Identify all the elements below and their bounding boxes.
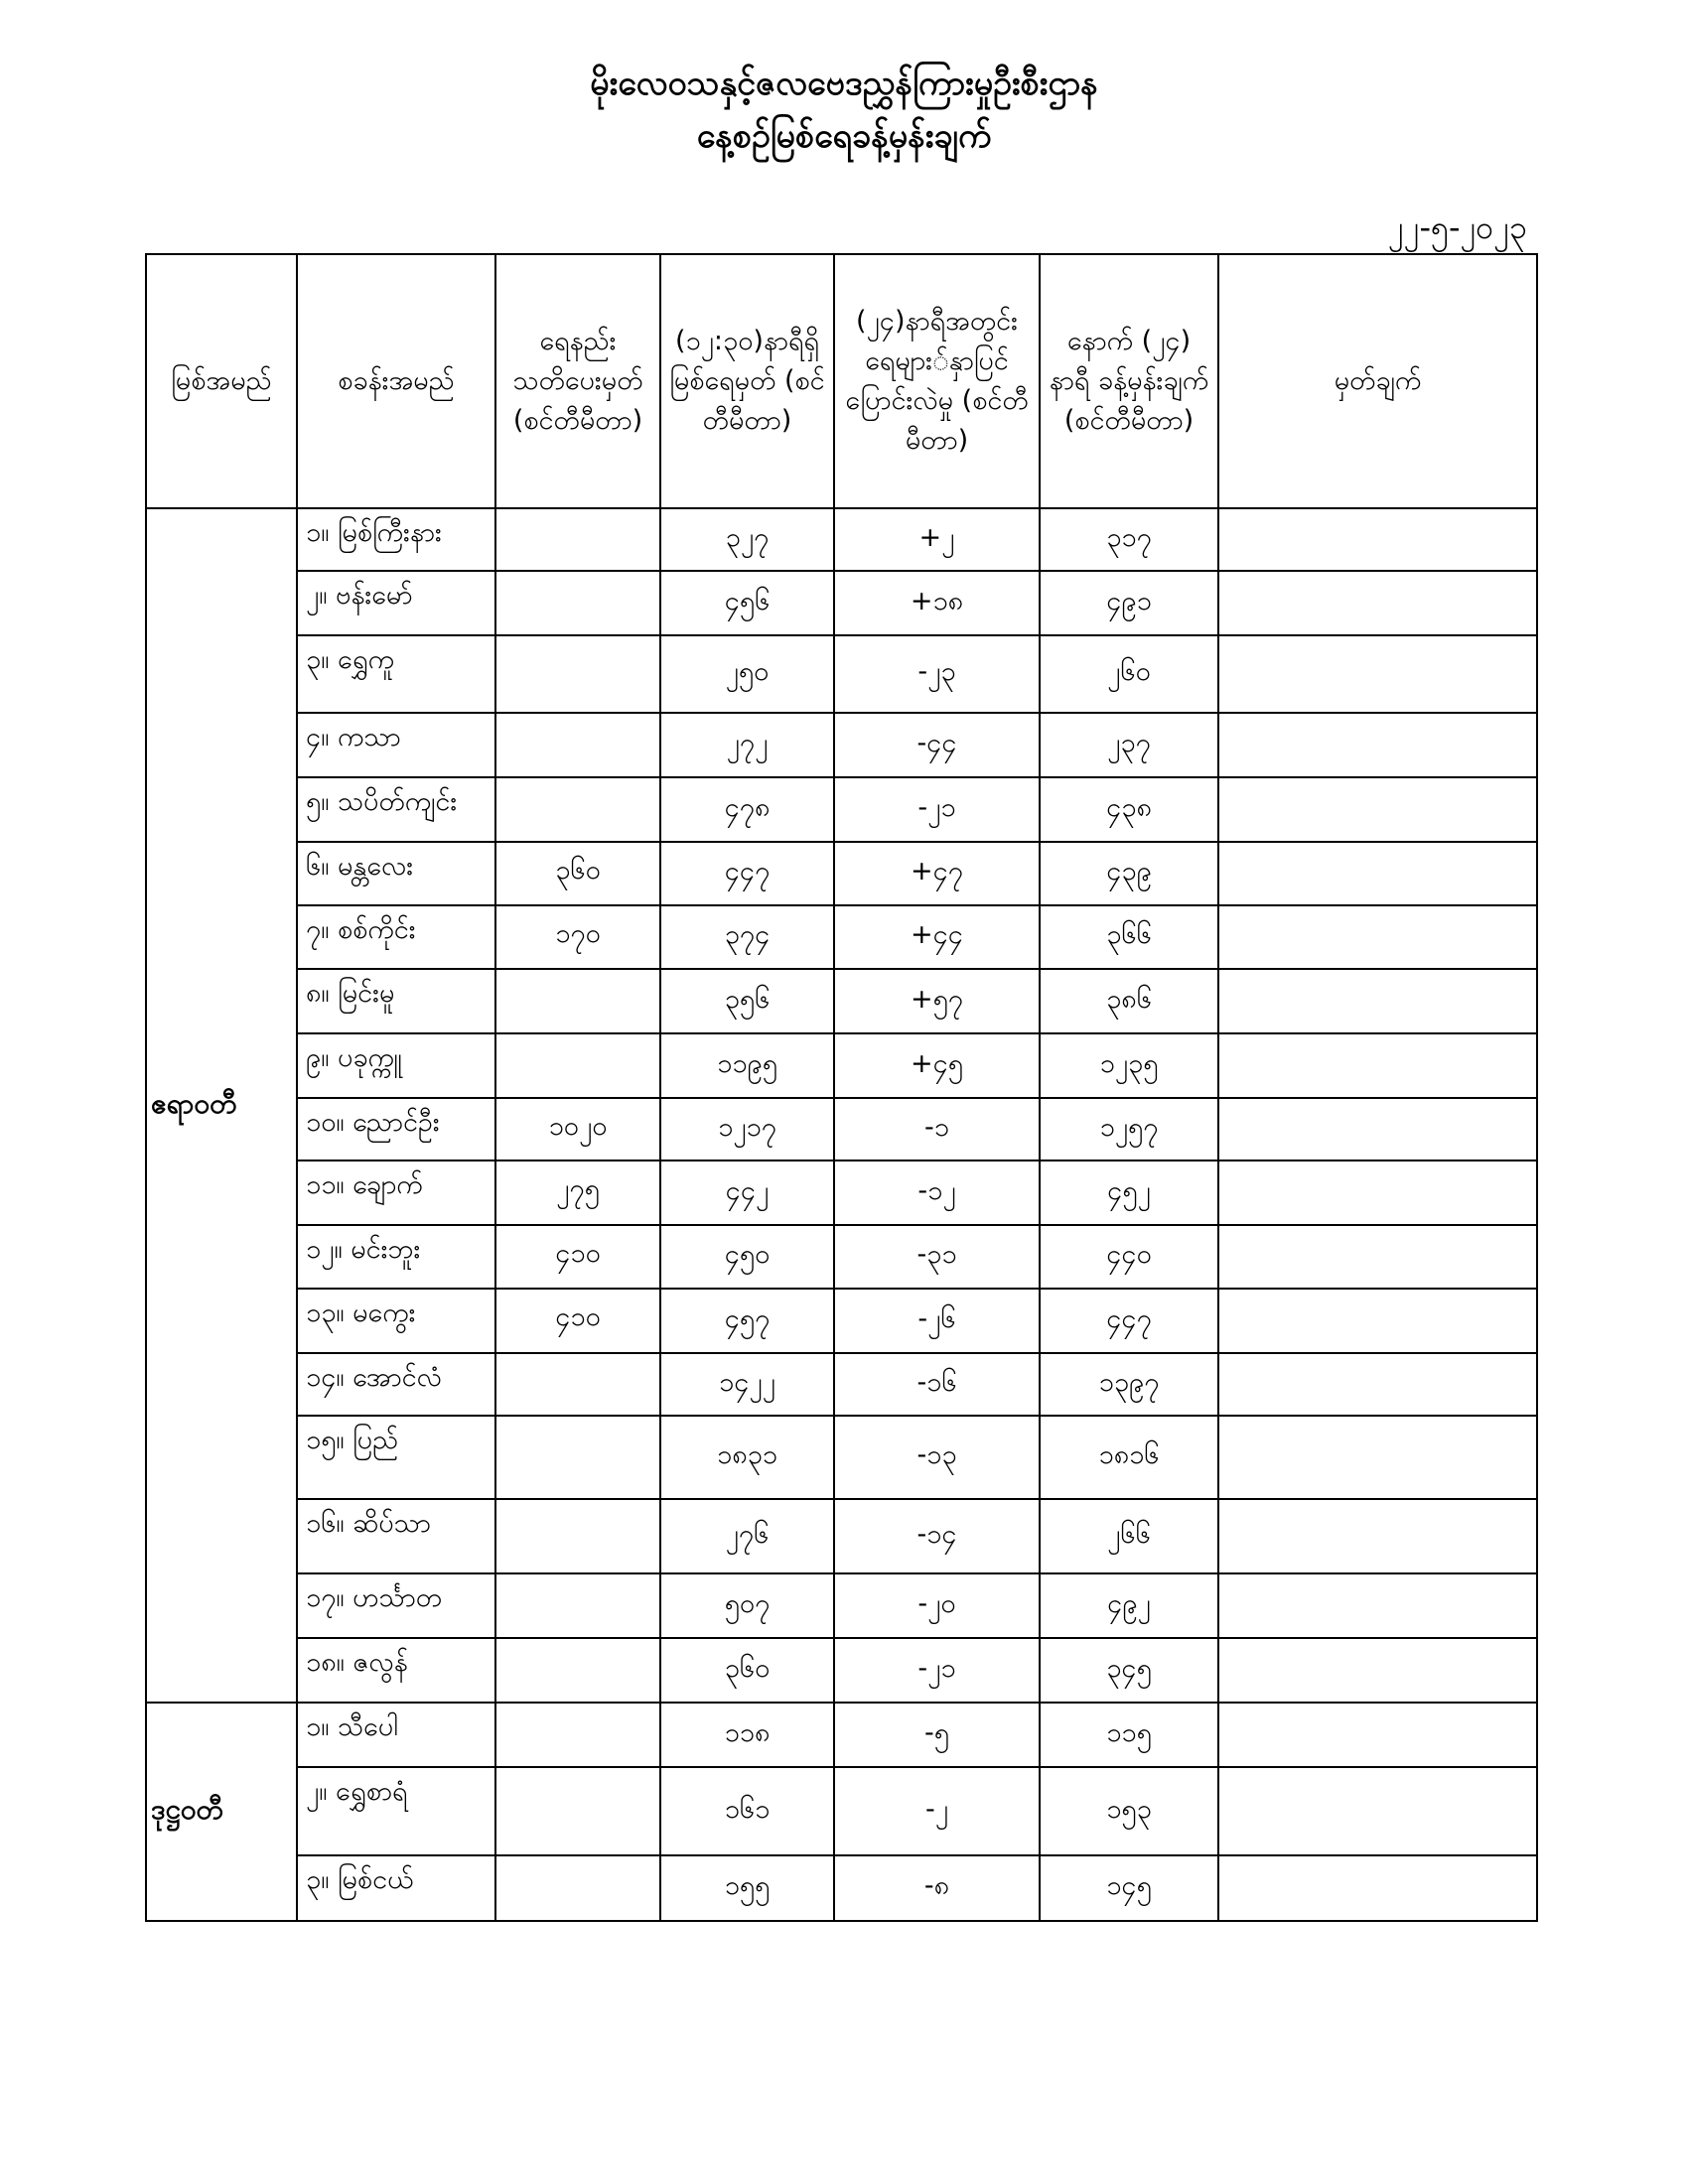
- forecast-cell: ၂၆၀: [1040, 635, 1218, 713]
- remarks-cell: [1218, 713, 1537, 777]
- forecast-cell: ၄၉၁: [1040, 571, 1218, 635]
- river-name-cell: ဧရာဝတီ: [146, 508, 297, 1703]
- remarks-cell: [1218, 1098, 1537, 1160]
- warning-level-cell: ၁၇၀: [495, 905, 660, 969]
- table-row: [146, 905, 1537, 969]
- change-cell: -၁၃: [834, 1416, 1040, 1499]
- change-cell: -၂၃: [834, 635, 1040, 713]
- table-row: [146, 1703, 1537, 1767]
- current-level-cell: ၄၄၇: [660, 842, 834, 905]
- remarks-cell: [1218, 1225, 1537, 1289]
- forecast-cell: ၁၃၉၇: [1040, 1353, 1218, 1416]
- table-row: [146, 1855, 1537, 1921]
- table-row: [146, 1638, 1537, 1703]
- remarks-cell: [1218, 571, 1537, 635]
- current-level-cell: ၁၆၁: [660, 1767, 834, 1855]
- warning-level-cell: [495, 1353, 660, 1416]
- remarks-cell: [1218, 1353, 1537, 1416]
- change-cell: -၃၁: [834, 1225, 1040, 1289]
- col-header-station: စခန်းအမည်: [297, 254, 495, 508]
- change-cell: +၄၅: [834, 1033, 1040, 1098]
- station-name-cell: ၃။ ရွှေကူ: [297, 635, 495, 713]
- current-level-cell: ၃၂၇: [660, 508, 834, 571]
- table-header-row: [146, 254, 1537, 508]
- station-name-cell: ၁။ မြစ်ကြီးနား: [297, 508, 495, 571]
- table-row: [146, 635, 1537, 713]
- table-row: [146, 1033, 1537, 1098]
- table-row: [146, 1160, 1537, 1225]
- change-cell: -၁၂: [834, 1160, 1040, 1225]
- station-name-cell: ၁။ သီပေါ: [297, 1703, 495, 1767]
- table-row: [146, 1225, 1537, 1289]
- forecast-cell: ၄၄၇: [1040, 1289, 1218, 1353]
- station-name-cell: ၁၆။ ဆိပ်သာ: [297, 1499, 495, 1573]
- warning-level-cell: ၁၀၂၀: [495, 1098, 660, 1160]
- water-level-table: [145, 253, 1538, 1922]
- change-cell: -၂: [834, 1767, 1040, 1855]
- current-level-cell: ၁၄၂၂: [660, 1353, 834, 1416]
- warning-level-cell: [495, 1416, 660, 1499]
- warning-level-cell: [495, 713, 660, 777]
- table-row: [146, 1289, 1537, 1353]
- warning-level-cell: ၂၇၅: [495, 1160, 660, 1225]
- forecast-cell: ၁၂၃၅: [1040, 1033, 1218, 1098]
- change-cell: +၅၇: [834, 969, 1040, 1033]
- station-name-cell: ၃။ မြစ်ငယ်: [297, 1855, 495, 1921]
- current-level-cell: ၁၁၈: [660, 1703, 834, 1767]
- current-level-cell: ၄၅၇: [660, 1289, 834, 1353]
- current-level-cell: ၂၇၂: [660, 713, 834, 777]
- current-level-cell: ၄၄၂: [660, 1160, 834, 1225]
- forecast-cell: ၄၅၂: [1040, 1160, 1218, 1225]
- current-level-cell: ၂၅၀: [660, 635, 834, 713]
- current-level-cell: ၃၇၄: [660, 905, 834, 969]
- current-level-cell: ၂၇၆: [660, 1499, 834, 1573]
- current-level-cell: ၄၅၆: [660, 571, 834, 635]
- warning-level-cell: [495, 571, 660, 635]
- forecast-cell: ၃၈၆: [1040, 969, 1218, 1033]
- col-header-warning-level: ရေနည်း သတိပေးမှတ် (စင်တီမီတာ): [495, 254, 660, 508]
- station-name-cell: ၁၃။ မကွေး: [297, 1289, 495, 1353]
- current-level-cell: ၃၅၆: [660, 969, 834, 1033]
- station-name-cell: ၂။ ဗန်းမော်: [297, 571, 495, 635]
- change-cell: -၈: [834, 1855, 1040, 1921]
- station-name-cell: ၄။ ကသာ: [297, 713, 495, 777]
- station-name-cell: ၁၇။ ဟင်္သာတ: [297, 1573, 495, 1638]
- forecast-cell: ၃၆၆: [1040, 905, 1218, 969]
- station-name-cell: ၇။ စစ်ကိုင်း: [297, 905, 495, 969]
- remarks-cell: [1218, 1033, 1537, 1098]
- current-level-cell: ၃၆၀: [660, 1638, 834, 1703]
- table-row: [146, 1416, 1537, 1499]
- col-header-current-level: (၁၂:၃၀)နာရီရှိ မြစ်ရေမှတ် (စင်တီမီတာ): [660, 254, 834, 508]
- remarks-cell: [1218, 1767, 1537, 1855]
- station-name-cell: ၁၁။ ချောက်: [297, 1160, 495, 1225]
- station-name-cell: ၁၈။ ဇလွန်: [297, 1638, 495, 1703]
- station-name-cell: ၁၂။ မင်းဘူး: [297, 1225, 495, 1289]
- station-name-cell: ၆။ မန္တလေး: [297, 842, 495, 905]
- change-cell: -၅: [834, 1703, 1040, 1767]
- remarks-cell: [1218, 1416, 1537, 1499]
- col-header-remarks: မှတ်ချက်: [1218, 254, 1537, 508]
- remarks-cell: [1218, 969, 1537, 1033]
- change-cell: +၂: [834, 508, 1040, 571]
- remarks-cell: [1218, 1703, 1537, 1767]
- warning-level-cell: [495, 508, 660, 571]
- forecast-cell: ၁၄၅: [1040, 1855, 1218, 1921]
- station-name-cell: ၁၄။ အောင်လံ: [297, 1353, 495, 1416]
- remarks-cell: [1218, 842, 1537, 905]
- change-cell: -၁၄: [834, 1499, 1040, 1573]
- table-row: [146, 571, 1537, 635]
- current-level-cell: ၁၅၅: [660, 1855, 834, 1921]
- forecast-cell: ၄၃၈: [1040, 777, 1218, 842]
- change-cell: +၄၄: [834, 905, 1040, 969]
- current-level-cell: ၅၀၇: [660, 1573, 834, 1638]
- forecast-cell: ၁၂၅၇: [1040, 1098, 1218, 1160]
- change-cell: -၁: [834, 1098, 1040, 1160]
- current-level-cell: ၄၅၀: [660, 1225, 834, 1289]
- table-row: [146, 1573, 1537, 1638]
- table-row: [146, 969, 1537, 1033]
- report-subtitle: နေ့စဉ်မြစ်ရေခန့်မှန်းချက်: [696, 116, 992, 156]
- current-level-cell: ၁၁၉၅: [660, 1033, 834, 1098]
- warning-level-cell: [495, 1638, 660, 1703]
- table-row: [146, 713, 1537, 777]
- warning-level-cell: ၃၆၀: [495, 842, 660, 905]
- table-row: [146, 842, 1537, 905]
- remarks-cell: [1218, 1573, 1537, 1638]
- remarks-cell: [1218, 635, 1537, 713]
- table-row: [146, 1353, 1537, 1416]
- remarks-cell: [1218, 1855, 1537, 1921]
- change-cell: +၁၈: [834, 571, 1040, 635]
- warning-level-cell: [495, 1499, 660, 1573]
- remarks-cell: [1218, 1638, 1537, 1703]
- station-name-cell: ၂။ ရွှေစာရံ: [297, 1767, 495, 1855]
- warning-level-cell: ၄၁၀: [495, 1225, 660, 1289]
- warning-level-cell: [495, 969, 660, 1033]
- forecast-cell: ၃၁၇: [1040, 508, 1218, 571]
- forecast-cell: ၁၁၅: [1040, 1703, 1218, 1767]
- remarks-cell: [1218, 1289, 1537, 1353]
- change-cell: -၁၆: [834, 1353, 1040, 1416]
- change-cell: -၂၆: [834, 1289, 1040, 1353]
- station-name-cell: ၁၅။ ပြည်: [297, 1416, 495, 1499]
- station-name-cell: ၁၀။ ညောင်ဦး: [297, 1098, 495, 1160]
- station-name-cell: ၈။ မြင်းမူ: [297, 969, 495, 1033]
- forecast-cell: ၂၃၇: [1040, 713, 1218, 777]
- forecast-cell: ၃၄၅: [1040, 1638, 1218, 1703]
- forecast-cell: ၁၅၃: [1040, 1767, 1218, 1855]
- warning-level-cell: [495, 1855, 660, 1921]
- remarks-cell: [1218, 1160, 1537, 1225]
- warning-level-cell: [495, 777, 660, 842]
- change-cell: -၂၁: [834, 1638, 1040, 1703]
- warning-level-cell: [495, 635, 660, 713]
- table-row: [146, 777, 1537, 842]
- report-title: မိုးလေဝသနှင့်ဇလဗေဒညွှန်ကြားမှုဦးစီးဌာန: [590, 64, 1098, 103]
- table-body: [146, 508, 1537, 1921]
- current-level-cell: ၁၈၃၁: [660, 1416, 834, 1499]
- warning-level-cell: [495, 1033, 660, 1098]
- col-header-forecast: နောက် (၂၄) နာရီ ခန့်မှန်းချက် (စင်တီမီတာ): [1040, 254, 1218, 508]
- change-cell: +၄၇: [834, 842, 1040, 905]
- table-row: [146, 508, 1537, 571]
- warning-level-cell: [495, 1703, 660, 1767]
- remarks-cell: [1218, 1499, 1537, 1573]
- report-date: ၂၂-၅-၂၀၂၃: [1388, 208, 1527, 246]
- table-row: [146, 1499, 1537, 1573]
- station-name-cell: ၉။ ပခုက္ကူ: [297, 1033, 495, 1098]
- table-row: [146, 1767, 1537, 1855]
- station-name-cell: ၅။ သပိတ်ကျင်း: [297, 777, 495, 842]
- remarks-cell: [1218, 905, 1537, 969]
- remarks-cell: [1218, 777, 1537, 842]
- remarks-cell: [1218, 508, 1537, 571]
- col-header-24h-change: (၂၄)နာရီအတွင်း ရေများ်နှာပြင် ပြောင်းလဲမှု (စင်တီမီတာ): [834, 254, 1040, 508]
- forecast-cell: ၁၈၁၆: [1040, 1416, 1218, 1499]
- forecast-cell: ၄၄၀: [1040, 1225, 1218, 1289]
- warning-level-cell: [495, 1767, 660, 1855]
- forecast-cell: ၄၃၉: [1040, 842, 1218, 905]
- current-level-cell: ၁၂၁၇: [660, 1098, 834, 1160]
- col-header-river: မြစ်အမည်: [146, 254, 297, 508]
- forecast-cell: ၄၉၂: [1040, 1573, 1218, 1638]
- warning-level-cell: [495, 1573, 660, 1638]
- change-cell: -၄၄: [834, 713, 1040, 777]
- change-cell: -၂၁: [834, 777, 1040, 842]
- current-level-cell: ၄၇၈: [660, 777, 834, 842]
- forecast-cell: ၂၆၆: [1040, 1499, 1218, 1573]
- table-row: [146, 1098, 1537, 1160]
- river-name-cell: ဒုဋ္ဌဝတီ: [146, 1703, 297, 1921]
- change-cell: -၂၀: [834, 1573, 1040, 1638]
- warning-level-cell: ၄၁၀: [495, 1289, 660, 1353]
